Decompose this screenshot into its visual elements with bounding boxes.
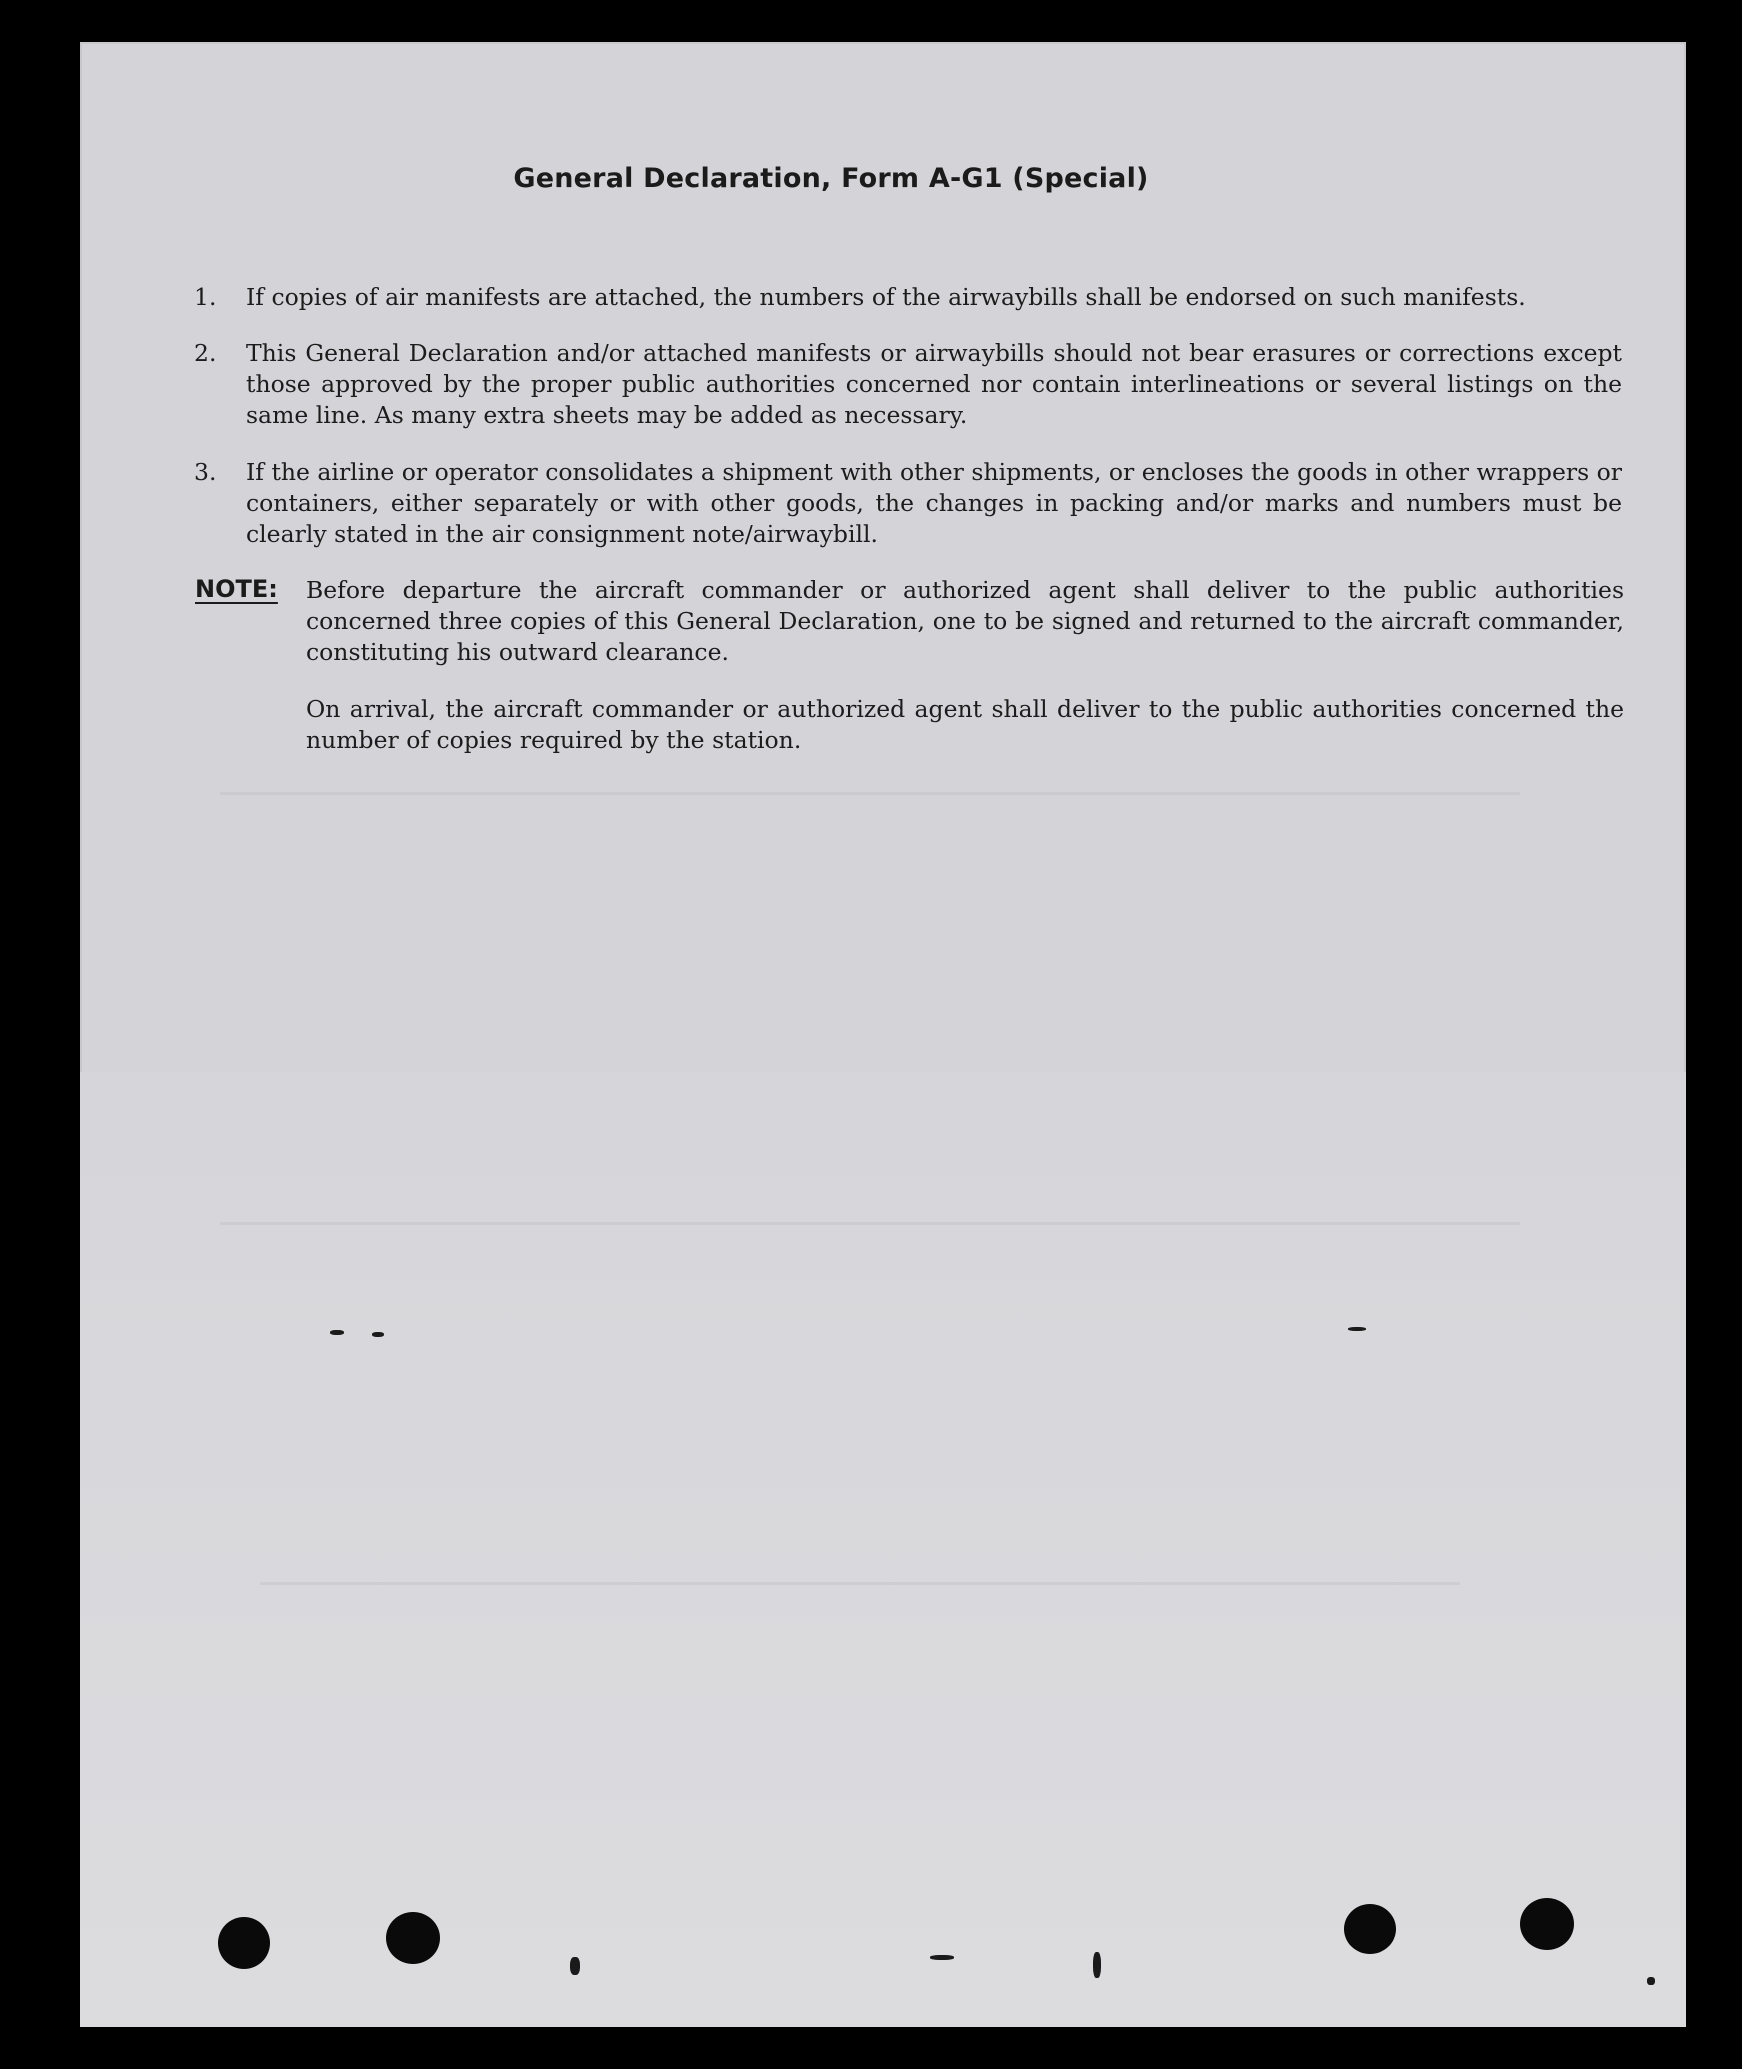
staple-mark: [330, 1330, 344, 1335]
list-item: [194, 282, 1624, 313]
item-text: This General Declaration and/or attached manifests or airwaybills should not bear erasures or corrections except those approved by the proper public authorities concerned nor contain interlineations or several listings on the same line. As many extra sheets may be added as necessary.: [246, 339, 1622, 429]
staple-mark: [1348, 1327, 1366, 1331]
binder-hole: [1344, 1904, 1396, 1954]
binder-hole: [218, 1917, 270, 1969]
staple-mark: [1093, 1952, 1101, 1978]
document-title: General Declaration, Form A-G1 (Special): [513, 163, 1149, 194]
item-number: 1.: [194, 283, 217, 311]
note-label: NOTE:: [195, 575, 278, 603]
item-number: 3.: [194, 458, 217, 486]
bleed-through-line: [260, 1582, 1460, 1585]
staple-mark: [930, 1955, 954, 1960]
note-paragraph: Before departure the aircraft commander or authorized agent shall deliver to the public authorities concerned three copies of this General Declaration, one to be signed and returned to the aircraft commander, constituting his outward clearance.: [306, 576, 1624, 666]
list-item: [194, 457, 1624, 550]
item-text: If copies of air manifests are attached, the numbers of the airwaybills shall be endorsed on such manifests.: [246, 283, 1526, 311]
item-text: If the airline or operator consolidates a shipment with other shipments, or encloses the goods in other wrappers or containers, either separately or with other goods, the changes in packing and/or marks and numbers must be clearly stated in the air consignment note/airwaybill.: [246, 458, 1622, 548]
staple-mark: [1647, 1977, 1655, 1985]
list-item: [194, 338, 1624, 431]
page-lower-area: [80, 1072, 1686, 2027]
bleed-through-line: [220, 792, 1520, 795]
note-paragraph: On arrival, the aircraft commander or authorized agent shall deliver to the public authorities concerned the number of copies required by the station.: [306, 695, 1624, 754]
binder-hole: [386, 1912, 440, 1964]
staple-mark: [372, 1332, 384, 1337]
bleed-through-line: [220, 1222, 1520, 1225]
item-number: 2.: [194, 339, 217, 367]
staple-mark: [570, 1957, 580, 1975]
binder-hole: [1520, 1898, 1574, 1950]
